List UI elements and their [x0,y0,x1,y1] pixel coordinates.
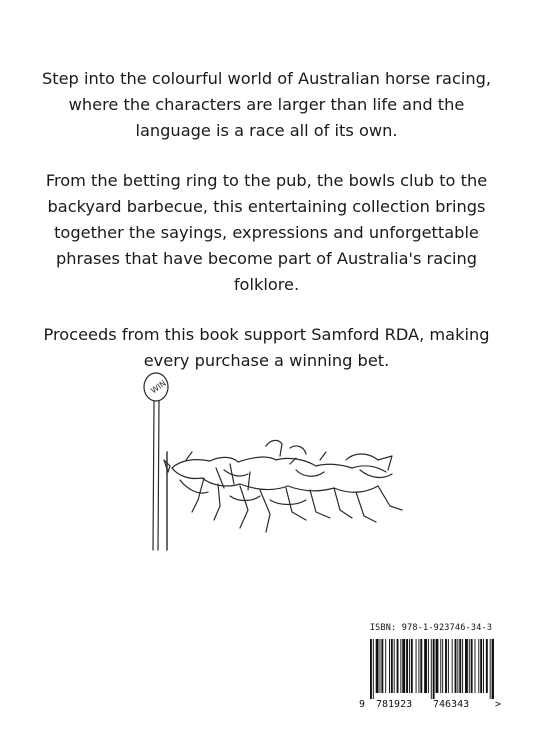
barcode-bar [370,639,372,699]
barcode-bar [376,639,379,693]
barcode-bar [402,639,405,693]
blurb-paragraph-proceeds: Proceeds from this book support Samford RDA, making every purchase a winning bet. [43,325,490,370]
barcode-bar [465,639,468,693]
barcode-bar [462,639,463,693]
barcode-bar [431,639,432,699]
back-cover-blurb [40,66,493,398]
barcode-bar [397,639,399,693]
barcode-right-digits: 746343 [433,699,470,710]
barcode-bar [394,639,395,693]
barcode-bar [452,639,453,693]
barcode-bar [492,639,494,699]
barcode-bar [471,639,473,693]
barcode-bar [391,639,393,693]
barcode-bar [445,639,447,693]
barcode-bar [490,639,491,699]
barcode-bar [400,639,401,693]
barcode-quiet-zone-mark: > [495,699,502,710]
barcode-bar [457,639,458,693]
barcode-lead-digit: 9 [359,699,366,710]
barcode-bar [416,639,417,693]
isbn-label: ISBN: 978-1-923746-34-3 [369,623,493,633]
barcode-bar [411,639,413,693]
barcode-bar [440,639,441,693]
barcode-bar [448,639,449,693]
win-sign-text: WIN [149,378,168,396]
blurb-paragraph-intro: Step into the colourful world of Australian horse racing, where the characters are larger than life and the language is a race all of its own. [41,69,492,140]
barcode-bar [480,639,482,693]
barcode-bar [442,639,443,693]
isbn-barcode-block [359,623,502,711]
barcode-bar [406,639,408,693]
barcode-icon [368,639,494,699]
barcode-bar [455,639,457,693]
barcode-bar [486,639,488,693]
barcode-bar [459,639,461,693]
barcode-digits [359,699,502,711]
barcode-bar [478,639,479,693]
barcode-bar [381,639,383,693]
barcode-bar [483,639,484,693]
horse-race-sketch [120,360,420,560]
barcode-bar [373,639,374,699]
barcode-left-digits: 781923 [376,699,413,710]
barcode-bar [418,639,419,693]
racing-horses-icon [164,440,402,532]
barcode-bar [409,639,410,693]
barcode-bar [475,639,476,693]
barcode-bar [380,639,381,693]
barcode-bar [424,639,427,693]
barcode-bar [469,639,470,693]
barcode-bar [420,639,422,693]
barcode-bar [436,639,439,693]
barcode-bar [385,639,386,693]
barcode-bar [433,639,435,699]
barcode-bar [428,639,429,693]
barcode-bar [389,639,390,693]
blurb-paragraph-collection: From the betting ring to the pub, the bowls club to the backyard barbecue, this entertaining collection brings together the sayings, expressions and unforgettable phrases that have become part of Australia's racing folklore. [45,171,488,294]
